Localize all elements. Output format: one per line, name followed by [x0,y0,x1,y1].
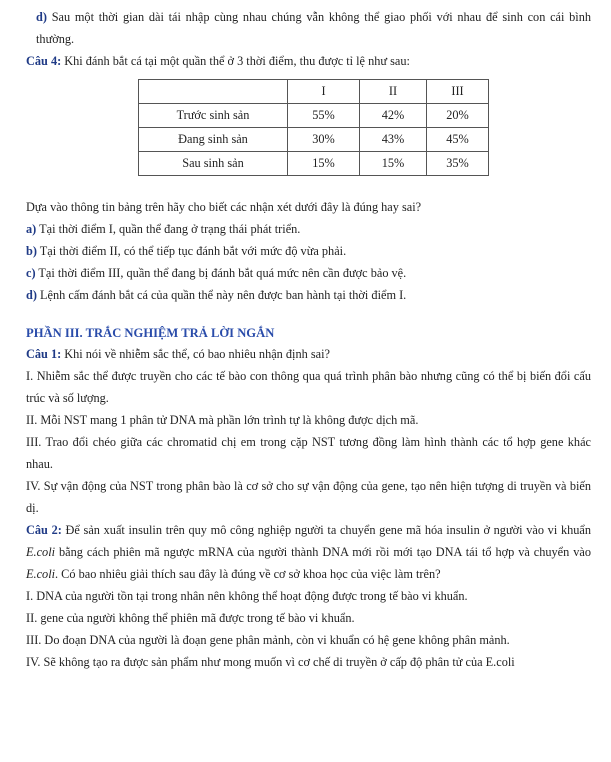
option-label: c) [26,266,36,280]
table-cell: 45% [427,128,489,152]
question-4-prompt: Dựa vào thông tin bảng trên hãy cho biết các nhận xét dưới đây là đúng hay sai? [26,200,422,214]
question-text: . Có bao nhiêu giải thích sau đây là đúng về cơ sở khoa học của việc làm trên? [55,567,441,581]
option-a [26,218,591,240]
table-header-row [139,80,489,104]
option-label: d) [26,288,37,302]
question-1-stem [26,343,591,365]
table-cell: 42% [360,104,427,128]
option-text: Sau một thời gian dài tái nhập cùng nhau chúng vẫn không thể giao phối với nhau để sinh con cái bình thường. [36,10,592,46]
table-cell: 43% [360,128,427,152]
question-label: Câu 4: [26,54,62,68]
list-item: II. gene của người không thể phiên mã được trong tế bào vi khuẩn. [26,611,355,625]
question-label: Câu 1: [26,347,62,361]
table-cell: 15% [360,152,427,176]
question-text: Khi đánh bắt cá tại một quần thể ở 3 thời điểm, thu được tỉ lệ như sau: [64,54,410,68]
option-label: d) [36,10,47,24]
table-header-cell [139,80,288,104]
table-header-cell: II [360,80,427,104]
option-label: b) [26,244,37,258]
table-cell: 20% [427,104,489,128]
table-row [139,104,489,128]
list-item: III. Do đoạn DNA của người là đoạn gene phân mảnh, còn vi khuẩn có hệ gene không phân mảnh. [26,633,510,647]
option-text: Tại thời điểm II, có thể tiếp tục đánh bắt với mức độ vừa phải. [39,244,347,258]
option-text: Tại thời điểm III, quần thể đang bị đánh bắt quá mức nên cần được bảo vệ. [38,266,407,280]
table-cell: 30% [288,128,360,152]
option-d [26,284,591,306]
prev-option-d [26,6,591,50]
table-cell: Sau sinh sản [139,152,288,176]
question-label: Câu 2: [26,523,62,537]
list-item: III. Trao đổi chéo giữa các chromatid chị em trong cặp NST tương đồng làm hình thành các tổ hợp gene khác nhau. [26,435,591,471]
species-name: E.coli [26,545,56,559]
list-item: I. DNA của người tồn tại trong nhân nên không thể hoạt động được trong tế bào vi khuẩn. [26,589,468,603]
table-header-cell: I [288,80,360,104]
list-item: II. Mỗi NST mang 1 phân tử DNA mà phần lớn trình tự là không được dịch mã. [26,413,419,427]
list-item: IV. Sự vận động của NST trong phân bào là cơ sở cho sự vận động của gene, tạo nên hiện tượng di truyền và biến dị. [26,479,591,515]
option-c [26,262,591,284]
list-item: IV. Sẽ không tạo ra được sản phẩm như mong muốn vì cơ chế di truyền ở cấp độ phân tử của E.coli [26,655,515,669]
option-label: a) [26,222,37,236]
question-text: bằng cách phiên mã ngược mRNA của người thành DNA mới rồi mới tạo DNA tái tổ hợp và chuyển vào [55,545,591,559]
question-2-stem [26,519,591,585]
table-cell: 55% [288,104,360,128]
option-text: Tại thời điểm I, quần thể đang ở trạng thái phát triển. [39,222,301,236]
table-row [139,128,489,152]
table-row [139,152,489,176]
table-cell: 15% [288,152,360,176]
population-table [138,79,489,176]
table-cell: Đang sinh sản [139,128,288,152]
list-item: I. Nhiễm sắc thể được truyền cho các tế bào con thông qua quá trình phân bào nhưng cũng có thể bị biến đổi cấu trúc và số lượng. [26,369,591,405]
question-text: Để sản xuất insulin trên quy mô công nghiệp người ta chuyển gene mã hóa insulin ở người vào vi khuẩn [65,523,591,537]
species-name: E.coli [26,567,56,581]
table-header-cell: III [427,80,489,104]
table-cell: Trước sinh sản [139,104,288,128]
question-4-stem [26,50,591,72]
table-cell: 35% [427,152,489,176]
option-text: Lệnh cấm đánh bắt cá của quần thể này nên được ban hành tại thời điểm I. [40,288,407,302]
option-b [26,240,591,262]
section-title: PHẦN III. TRẮC NGHIỆM TRẢ LỜI NGẮN [26,326,275,340]
question-text: Khi nói về nhiễm sắc thể, có bao nhiêu nhận định sai? [64,347,330,361]
